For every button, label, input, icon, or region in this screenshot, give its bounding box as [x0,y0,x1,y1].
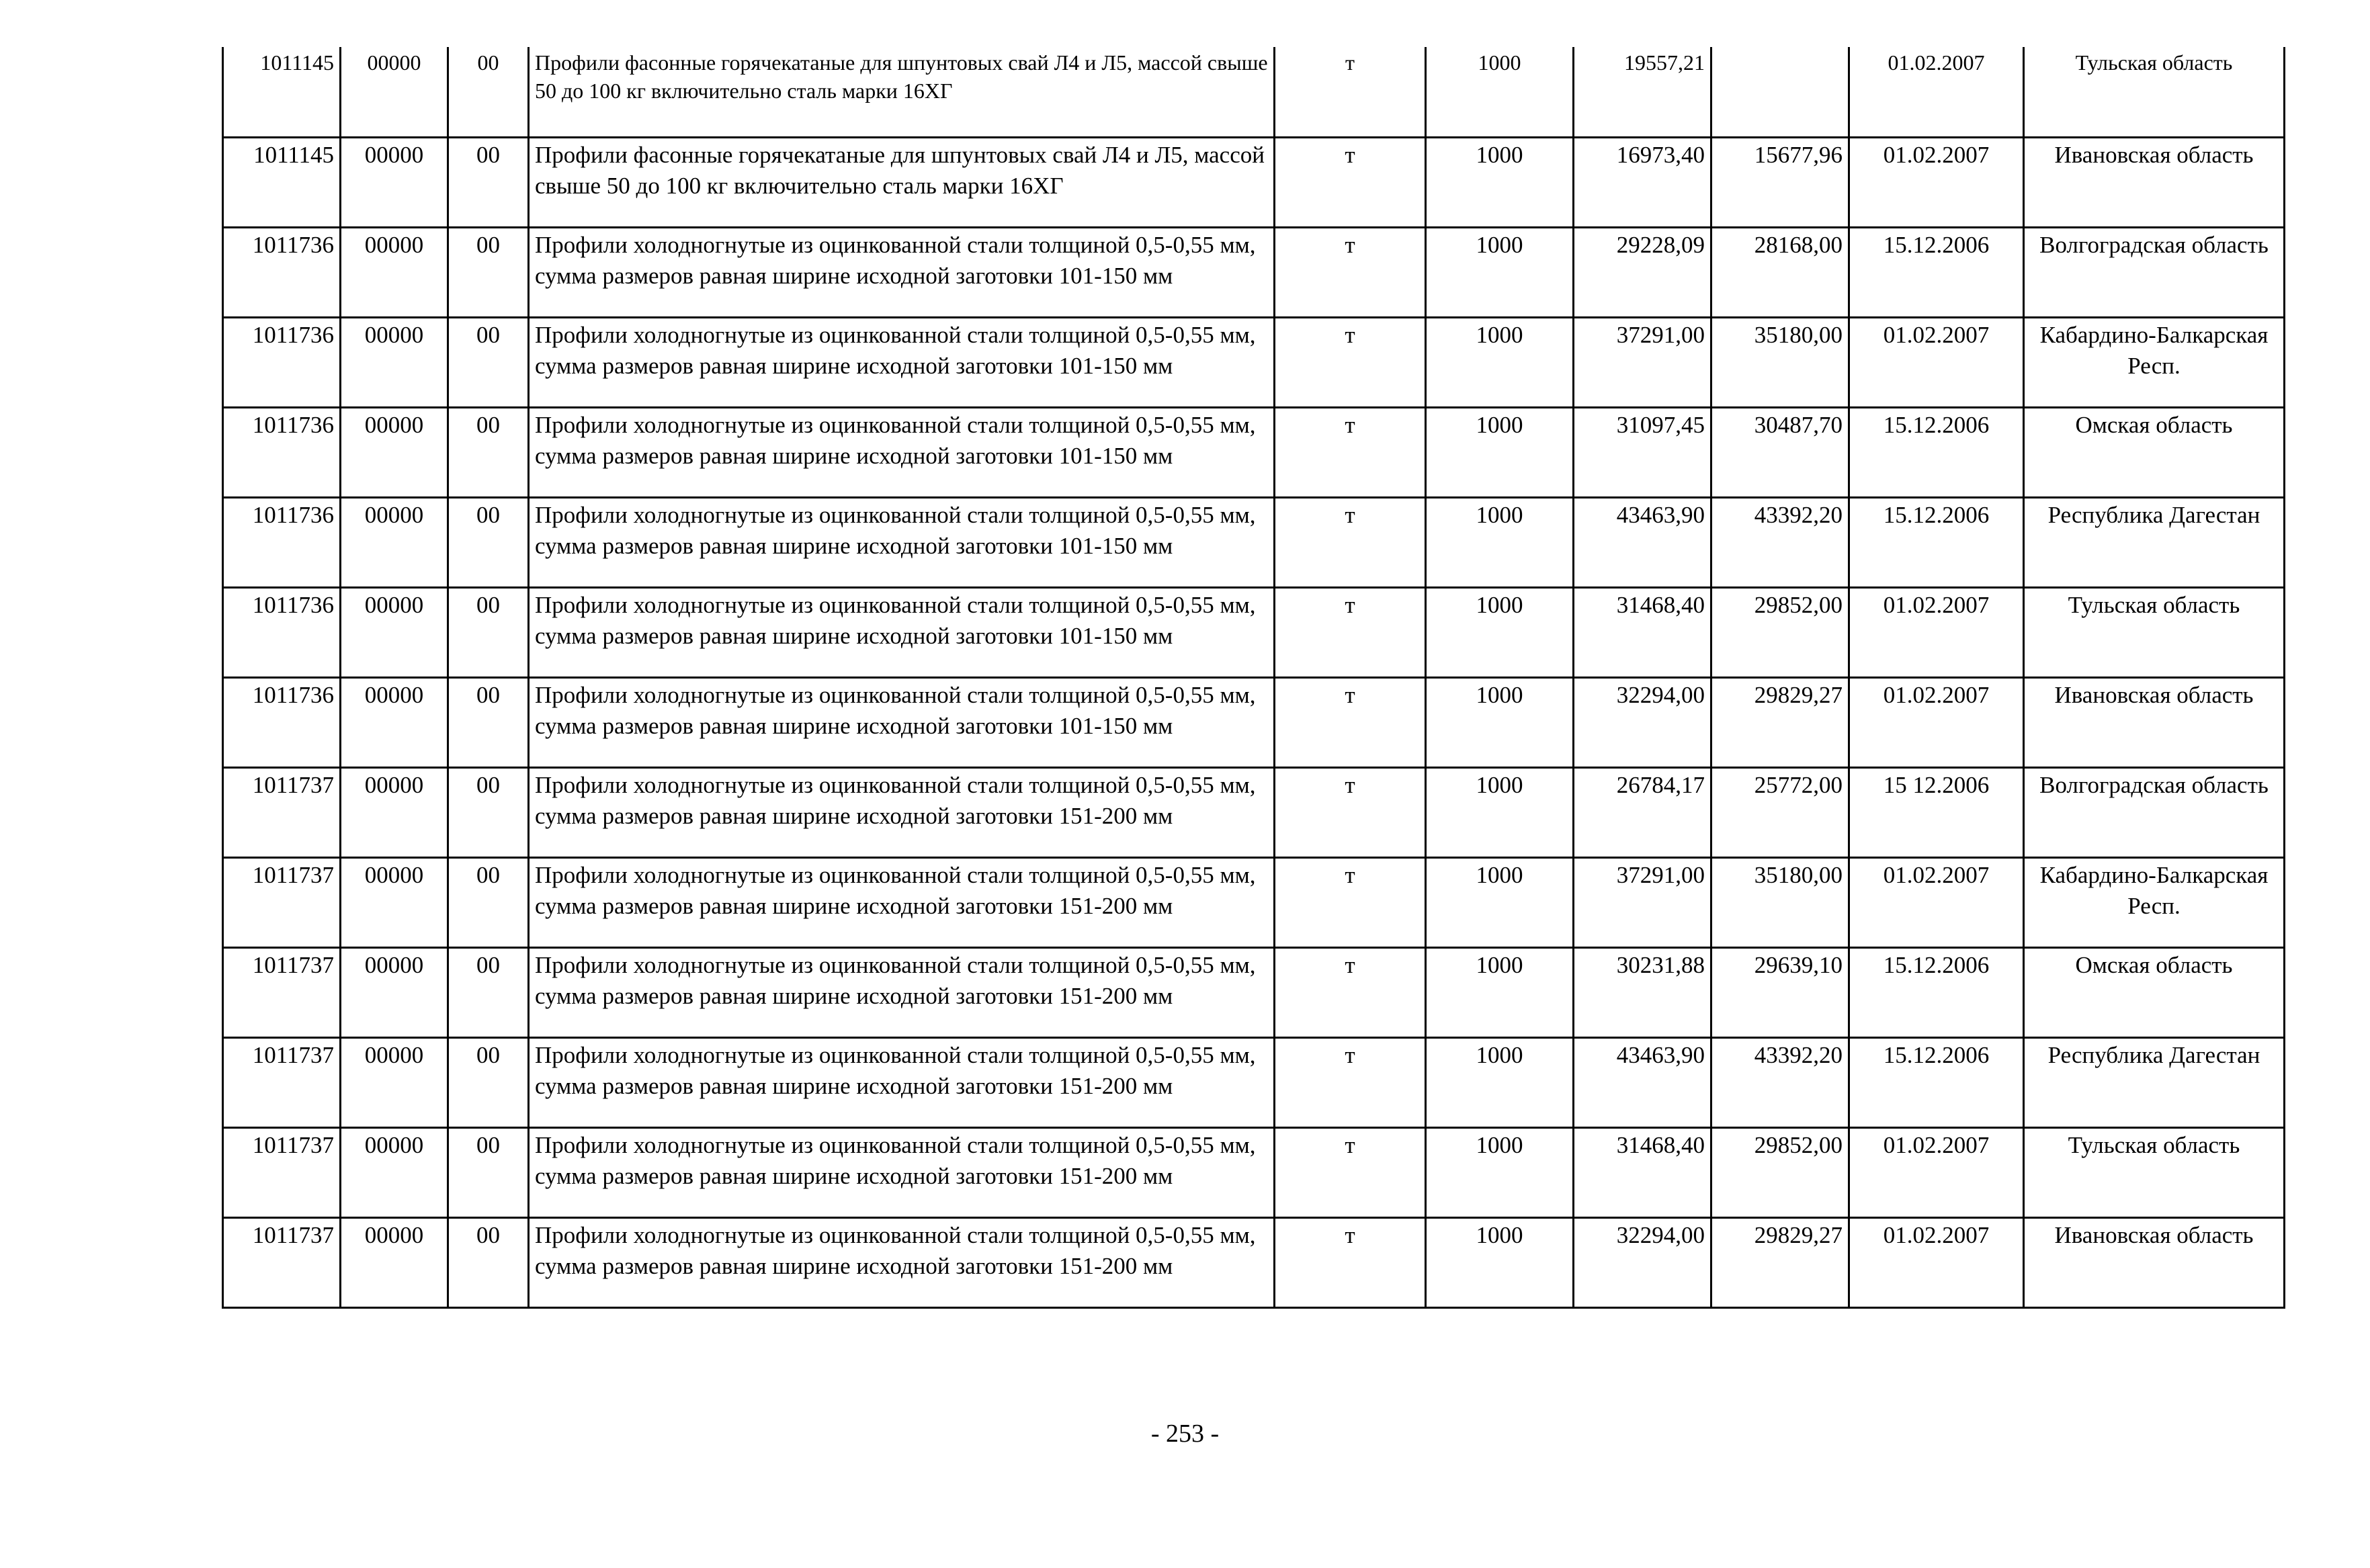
region-cell: Тульская область [2024,587,2285,677]
description-cell: Профили холодногнутые из оцинкованной стали толщиной 0,5-0,55 мм, сумма размеров равная ширине исходной заготовки 101-150 мм [529,317,1275,407]
date-cell: 01.02.2007 [1849,1217,2024,1307]
page-number: - 253 - [1150,1420,1220,1448]
quantity-cell: 1000 [1426,1127,1574,1217]
quantity-cell: 1000 [1426,947,1574,1037]
table-row [223,587,2285,677]
description-cell: Профили холодногнутые из оцинкованной стали толщиной 0,5-0,55 мм, сумма размеров равная ширине исходной заготовки 151-200 мм [529,857,1275,947]
price-alt-cell: 28168,00 [1711,227,1849,317]
description-cell: Профили фасонные горячекатаные для шпунтовых свай Л4 и Л5, массой свыше 50 до 100 кг включительно сталь марки 16ХГ [529,137,1275,227]
extension-code-cell: 00 [448,1037,529,1127]
subcode-cell: 00000 [341,767,448,857]
product-code-cell: 1011737 [223,1127,341,1217]
extension-code-cell: 00 [448,767,529,857]
region-cell: Ивановская область [2024,1217,2285,1307]
description-cell: Профили холодногнутые из оцинкованной стали толщиной 0,5-0,55 мм, сумма размеров равная ширине исходной заготовки 101-150 мм [529,497,1275,587]
description-cell: Профили фасонные горячекатаные для шпунтовых свай Л4 и Л5, массой свыше 50 до 100 кг включительно сталь марки 16ХГ [529,47,1275,137]
product-code-cell: 1011736 [223,227,341,317]
region-cell: Волгоградская область [2024,767,2285,857]
product-code-cell: 1011736 [223,317,341,407]
price-cell: 26784,17 [1574,767,1711,857]
quantity-cell: 1000 [1426,1217,1574,1307]
price-cell: 37291,00 [1574,857,1711,947]
description-cell: Профили холодногнутые из оцинкованной стали толщиной 0,5-0,55 мм, сумма размеров равная ширине исходной заготовки 151-200 мм [529,767,1275,857]
product-code-cell: 1011145 [223,137,341,227]
unit-cell: т [1275,587,1426,677]
extension-code-cell: 00 [448,137,529,227]
price-cell: 43463,90 [1574,497,1711,587]
date-cell: 01.02.2007 [1849,1127,2024,1217]
table-row [223,317,2285,407]
extension-code-cell: 00 [448,497,529,587]
unit-cell: т [1275,227,1426,317]
subcode-cell: 00000 [341,587,448,677]
table-row [223,947,2285,1037]
subcode-cell: 00000 [341,947,448,1037]
price-alt-cell: 35180,00 [1711,857,1849,947]
subcode-cell: 00000 [341,47,448,137]
product-code-cell: 1011736 [223,497,341,587]
price-alt-cell: 15677,96 [1711,137,1849,227]
subcode-cell: 00000 [341,1127,448,1217]
date-cell: 15.12.2006 [1849,407,2024,497]
description-cell: Профили холодногнутые из оцинкованной стали толщиной 0,5-0,55 мм, сумма размеров равная ширине исходной заготовки 101-150 мм [529,227,1275,317]
description-cell: Профили холодногнутые из оцинкованной стали толщиной 0,5-0,55 мм, сумма размеров равная ширине исходной заготовки 151-200 мм [529,1127,1275,1217]
description-cell: Профили холодногнутые из оцинкованной стали толщиной 0,5-0,55 мм, сумма размеров равная ширине исходной заготовки 151-200 мм [529,1037,1275,1127]
product-code-cell: 1011737 [223,1217,341,1307]
region-cell: Ивановская область [2024,677,2285,767]
price-cell: 31468,40 [1574,1127,1711,1217]
price-cell: 32294,00 [1574,677,1711,767]
price-alt-cell: 29852,00 [1711,587,1849,677]
price-cell: 43463,90 [1574,1037,1711,1127]
price-alt-cell [1711,47,1849,137]
table-row [223,227,2285,317]
price-cell: 37291,00 [1574,317,1711,407]
unit-cell: т [1275,1037,1426,1127]
description-cell: Профили холодногнутые из оцинкованной стали толщиной 0,5-0,55 мм, сумма размеров равная ширине исходной заготовки 101-150 мм [529,677,1275,767]
price-cell: 31468,40 [1574,587,1711,677]
product-code-cell: 1011737 [223,1037,341,1127]
subcode-cell: 00000 [341,227,448,317]
region-cell: Волгоградская область [2024,227,2285,317]
price-cell: 32294,00 [1574,1217,1711,1307]
region-cell: Ивановская область [2024,137,2285,227]
price-alt-cell: 25772,00 [1711,767,1849,857]
unit-cell: т [1275,317,1426,407]
region-cell: Омская область [2024,947,2285,1037]
unit-cell: т [1275,137,1426,227]
table-row [223,497,2285,587]
price-alt-cell: 43392,20 [1711,497,1849,587]
date-cell: 15.12.2006 [1849,1037,2024,1127]
subcode-cell: 00000 [341,857,448,947]
quantity-cell: 1000 [1426,857,1574,947]
extension-code-cell: 00 [448,1127,529,1217]
product-code-cell: 1011736 [223,587,341,677]
region-cell: Тульская область [2024,47,2285,137]
subcode-cell: 00000 [341,497,448,587]
product-code-cell: 1011145 [223,47,341,137]
region-cell: Республика Дагестан [2024,1037,2285,1127]
region-cell: Республика Дагестан [2024,497,2285,587]
price-alt-cell: 29639,10 [1711,947,1849,1037]
extension-code-cell: 00 [448,227,529,317]
subcode-cell: 00000 [341,1037,448,1127]
extension-code-cell: 00 [448,47,529,137]
region-cell: Кабардино-Балкарская Респ. [2024,317,2285,407]
date-cell: 01.02.2007 [1849,137,2024,227]
subcode-cell: 00000 [341,317,448,407]
table-row [223,1217,2285,1307]
price-cell: 19557,21 [1574,47,1711,137]
subcode-cell: 00000 [341,407,448,497]
date-cell: 01.02.2007 [1849,587,2024,677]
quantity-cell: 1000 [1426,407,1574,497]
table-body [223,47,2285,1307]
date-cell: 15.12.2006 [1849,947,2024,1037]
price-alt-cell: 35180,00 [1711,317,1849,407]
table-row [223,407,2285,497]
product-code-cell: 1011737 [223,947,341,1037]
quantity-cell: 1000 [1426,677,1574,767]
price-alt-cell: 29829,27 [1711,1217,1849,1307]
subcode-cell: 00000 [341,677,448,767]
date-cell: 15.12.2006 [1849,227,2024,317]
region-cell: Омская область [2024,407,2285,497]
extension-code-cell: 00 [448,947,529,1037]
price-alt-cell: 30487,70 [1711,407,1849,497]
extension-code-cell: 00 [448,587,529,677]
unit-cell: т [1275,497,1426,587]
region-cell: Тульская область [2024,1127,2285,1217]
product-code-cell: 1011736 [223,677,341,767]
table-row [223,677,2285,767]
quantity-cell: 1000 [1426,497,1574,587]
unit-cell: т [1275,47,1426,137]
quantity-cell: 1000 [1426,137,1574,227]
price-table [222,47,2285,1309]
unit-cell: т [1275,407,1426,497]
product-code-cell: 1011737 [223,857,341,947]
unit-cell: т [1275,857,1426,947]
price-alt-cell: 43392,20 [1711,1037,1849,1127]
quantity-cell: 1000 [1426,227,1574,317]
date-cell: 15.12.2006 [1849,497,2024,587]
price-cell: 29228,09 [1574,227,1711,317]
extension-code-cell: 00 [448,407,529,497]
description-cell: Профили холодногнутые из оцинкованной стали толщиной 0,5-0,55 мм, сумма размеров равная ширине исходной заготовки 151-200 мм [529,947,1275,1037]
date-cell: 01.02.2007 [1849,317,2024,407]
unit-cell: т [1275,1127,1426,1217]
subcode-cell: 00000 [341,1217,448,1307]
table-row [223,1127,2285,1217]
unit-cell: т [1275,947,1426,1037]
date-cell: 15 12.2006 [1849,767,2024,857]
quantity-cell: 1000 [1426,317,1574,407]
description-cell: Профили холодногнутые из оцинкованной стали толщиной 0,5-0,55 мм, сумма размеров равная ширине исходной заготовки 101-150 мм [529,587,1275,677]
price-cell: 31097,45 [1574,407,1711,497]
extension-code-cell: 00 [448,857,529,947]
date-cell: 01.02.2007 [1849,677,2024,767]
extension-code-cell: 00 [448,1217,529,1307]
product-code-cell: 1011736 [223,407,341,497]
quantity-cell: 1000 [1426,767,1574,857]
subcode-cell: 00000 [341,137,448,227]
price-alt-cell: 29852,00 [1711,1127,1849,1217]
date-cell: 01.02.2007 [1849,47,2024,137]
table-row [223,767,2285,857]
table-row [223,47,2285,137]
extension-code-cell: 00 [448,317,529,407]
description-cell: Профили холодногнутые из оцинкованной стали толщиной 0,5-0,55 мм, сумма размеров равная ширине исходной заготовки 151-200 мм [529,1217,1275,1307]
table-row [223,857,2285,947]
date-cell: 01.02.2007 [1849,857,2024,947]
price-cell: 30231,88 [1574,947,1711,1037]
extension-code-cell: 00 [448,677,529,767]
quantity-cell: 1000 [1426,47,1574,137]
unit-cell: т [1275,767,1426,857]
unit-cell: т [1275,1217,1426,1307]
price-alt-cell: 29829,27 [1711,677,1849,767]
quantity-cell: 1000 [1426,587,1574,677]
unit-cell: т [1275,677,1426,767]
quantity-cell: 1000 [1426,1037,1574,1127]
region-cell: Кабардино-Балкарская Респ. [2024,857,2285,947]
table-row [223,1037,2285,1127]
table-row [223,137,2285,227]
description-cell: Профили холодногнутые из оцинкованной стали толщиной 0,5-0,55 мм, сумма размеров равная ширине исходной заготовки 101-150 мм [529,407,1275,497]
product-code-cell: 1011737 [223,767,341,857]
price-cell: 16973,40 [1574,137,1711,227]
